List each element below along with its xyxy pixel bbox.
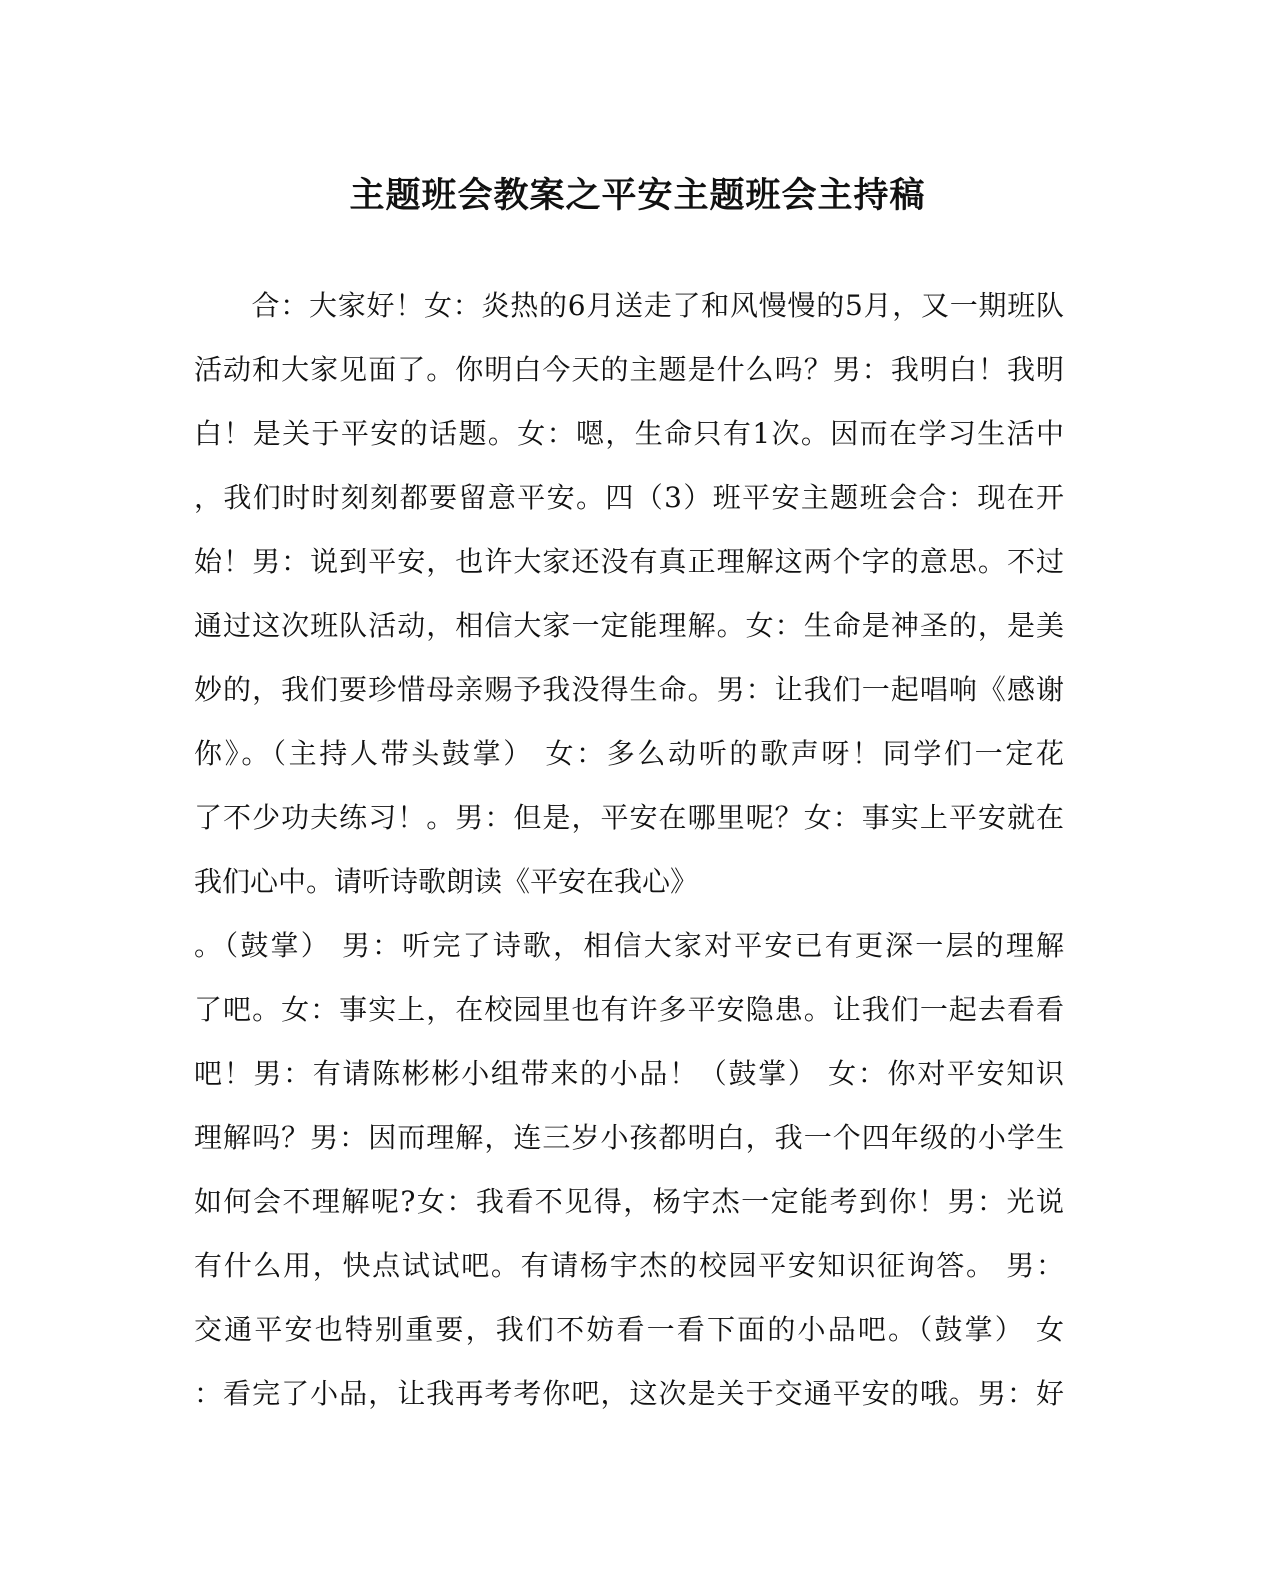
body-line: 通过这次班队活动，相信大家一定能理解。女：生命是神圣的，是美: [194, 609, 1064, 642]
body-line: 如何会不理解呢?女：我看不见得，杨宇杰一定能考到你！男：光说: [194, 1185, 1064, 1218]
body-line: 了不少功夫练习！。男：但是，平安在哪里呢？女：事实上平安就在: [194, 801, 1064, 834]
body-line: 。（鼓掌） 男：听完了诗歌，相信大家对平安已有更深一层的理解: [194, 929, 1064, 962]
body-line: 活动和大家见面了。你明白今天的主题是什么吗？男：我明白！我明: [194, 353, 1064, 386]
body-line: 妙的，我们要珍惜母亲赐予我没得生命。男：让我们一起唱响《感谢: [194, 673, 1064, 706]
body-line: 了吧。女：事实上，在校园里也有许多平安隐患。让我们一起去看看: [194, 993, 1064, 1026]
body-line: 合：大家好！女：炎热的6月送走了和风慢慢的5月，又一期班队: [194, 289, 1064, 322]
body-line: 有什么用，快点试试吧。有请杨宇杰的校园平安知识征询答。 男：: [194, 1249, 1064, 1282]
body-line: 始！男：说到平安，也许大家还没有真正理解这两个字的意思。不过: [194, 545, 1064, 578]
body-line: 理解吗？男：因而理解，连三岁小孩都明白，我一个四年级的小学生: [194, 1121, 1064, 1154]
body-line: 交通平安也特别重要，我们不妨看一看下面的小品吧。（鼓掌） 女: [194, 1313, 1064, 1346]
body-line: 白！是关于平安的话题。女：嗯，生命只有1次。因而在学习生活中: [194, 417, 1064, 450]
body-line: ：看完了小品，让我再考考你吧，这次是关于交通平安的哦。男：好: [194, 1377, 1064, 1410]
body-line: ，我们时时刻刻都要留意平安。四（3）班平安主题班会合：现在开: [194, 481, 1064, 514]
document-title: 主题班会教案之平安主题班会主持稿: [349, 175, 926, 216]
body-line: 吧！男：有请陈彬彬小组带来的小品！（鼓掌） 女：你对平安知识: [194, 1057, 1064, 1090]
body-line: 你》。（主持人带头鼓掌） 女：多么动听的歌声呀！同学们一定花: [194, 737, 1064, 770]
body-line: 我们心中。请听诗歌朗读《平安在我心》: [194, 865, 699, 898]
document-body: [194, 280, 1064, 1432]
